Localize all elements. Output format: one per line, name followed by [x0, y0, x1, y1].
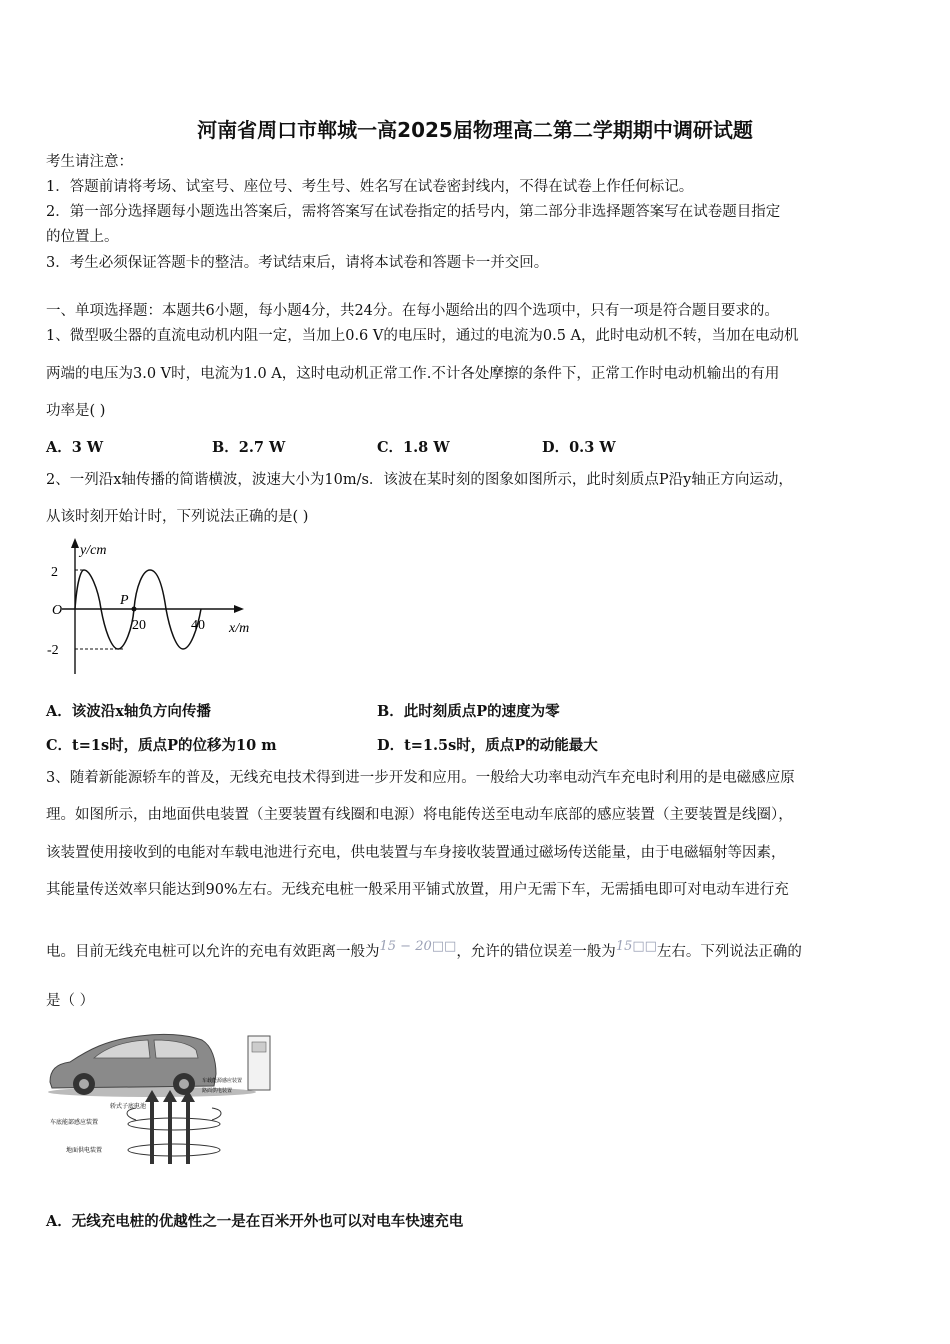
- y-tick-2: 2: [51, 565, 58, 580]
- notice-item: 3．考生必须保证答题卡的整洁。考试结束后，请将本试卷和答题卡一并交回。: [46, 255, 549, 271]
- q3-text-part: ，允许的错位误差一般为: [456, 944, 616, 960]
- q2-text-line: 2、一列沿x轴传播的简谐横波，波速大小为10m/s．该波在某时刻的图象如图所示，此时刻质点P沿y轴正方向运动，: [46, 472, 793, 488]
- point-p-label: P: [120, 593, 129, 608]
- q3-text-part: 电。目前无线充电桩可以允许的充电有效距离一般为: [46, 944, 380, 960]
- device-label: 车载能源感应装置: [202, 1079, 243, 1084]
- q3-text-line: 理。如图所示，由地面供电装置（主要装置有线圈和电源）将电能传送至电动车底部的感应装置（主要装置是线圈），: [46, 807, 793, 823]
- q3-text-line: 其能量传送效率只能达到90%左右。无线充电桩一般采用平铺式放置，用户无需下车，无需插电即可对电动车进行充: [46, 882, 789, 898]
- charging-station-screen: [252, 1042, 266, 1052]
- q1-text-line: 功率是( ): [46, 403, 106, 419]
- receiver-label: 车底能部感应装置: [50, 1120, 99, 1126]
- y-tick-neg2: -2: [47, 643, 59, 658]
- wireless-charging-figure: [44, 1020, 280, 1172]
- car-wheel-hub: [179, 1079, 189, 1089]
- page-title: 河南省周口市郸城一高2025届物理高二第二学期期中调研试题: [197, 118, 753, 142]
- q1-option-c: C．1.8 W: [377, 439, 450, 456]
- x-tick-20: 20: [132, 618, 146, 633]
- q3-text-line: 该装置使用接收到的电能对车载电池进行充电，供电装置与车身接收装置通过磁场传送能量，由于电磁辐射等因素，: [46, 845, 786, 861]
- loop-arrow: [212, 1108, 221, 1120]
- transmitter-coil: [128, 1144, 220, 1156]
- formula-offset: 15□□: [615, 939, 657, 954]
- x-tick-40: 40: [191, 618, 205, 633]
- q3-text-line-6: 是（ ）: [46, 993, 95, 1009]
- q1-text-line: 两端的电压为3.0 V时，电流为1.0 A，这时电动机正常工作.不计各处摩擦的条件下，正常工作时电动机输出的有用: [46, 366, 780, 382]
- car-wheel-hub: [79, 1079, 89, 1089]
- notice-item: 2．第一部分选择题每小题选出答案后，需将答案写在试卷指定的括号内，第二部分非选择题答案写在试卷题目指定: [46, 204, 781, 220]
- figure-caption: 轿式子底电池: [110, 1104, 147, 1110]
- q2-option-d: D．t=1.5s时，质点P的动能最大: [377, 737, 598, 754]
- q1-option-b: B．2.7 W: [212, 439, 286, 456]
- wave-graph: [40, 536, 270, 676]
- formula-distance: 15 − 20□□: [379, 939, 457, 954]
- device-label: 路面供电装置: [202, 1089, 233, 1094]
- q1-option-d: D．0.3 W: [542, 439, 616, 456]
- q2-option-b: B．此时刻质点P的速度为零: [377, 703, 560, 720]
- y-axis-arrow: [71, 538, 79, 548]
- notice-heading: 考生请注意：: [46, 154, 133, 170]
- q2-option-a: A．该波沿x轴负方向传播: [46, 703, 211, 720]
- q3-text-line-5: [46, 939, 802, 963]
- q1-text-line: 1、微型吸尘器的直流电动机内阻一定，当加上0.6 V的电压时，通过的电流为0.5 A，此时电动机不转，当加在电动机: [46, 328, 799, 344]
- transmitter-label: 地面供电装置: [66, 1148, 103, 1154]
- q1-option-a: A．3 W: [46, 439, 104, 456]
- q3-option-a: A．无线充电桩的优越性之一是在百米开外也可以对电车快速充电: [46, 1213, 464, 1230]
- point-p: [132, 607, 137, 612]
- y-axis-label: y/cm: [80, 543, 107, 558]
- origin-label: O: [52, 603, 63, 618]
- section-header: 一、单项选择题：本题共6小题，每小题4分，共24分。在每小题给出的四个选项中，只有一项是符合题目要求的。: [46, 303, 779, 319]
- q3-text-line: 3、随着新能源轿车的普及，无线充电技术得到进一步开发和应用。一般给大功率电动汽车充电时利用的是电磁感应原: [46, 770, 795, 786]
- q2-text-line: 从该时刻开始计时，下列说法正确的是( ): [46, 509, 309, 525]
- notice-item: 1．答题前请将考场、试室号、座位号、考生号、姓名写在试卷密封线内，不得在试卷上作任何标记。: [46, 179, 694, 195]
- receiver-coil: [128, 1118, 220, 1130]
- x-axis-arrow: [234, 605, 244, 613]
- x-axis-label: x/m: [229, 621, 250, 636]
- notice-item: 的位置上。: [46, 229, 119, 245]
- q2-option-c: C．t=1s时，质点P的位移为10 m: [46, 737, 277, 754]
- q3-text-part: 左右。下列说法正确的: [656, 944, 802, 960]
